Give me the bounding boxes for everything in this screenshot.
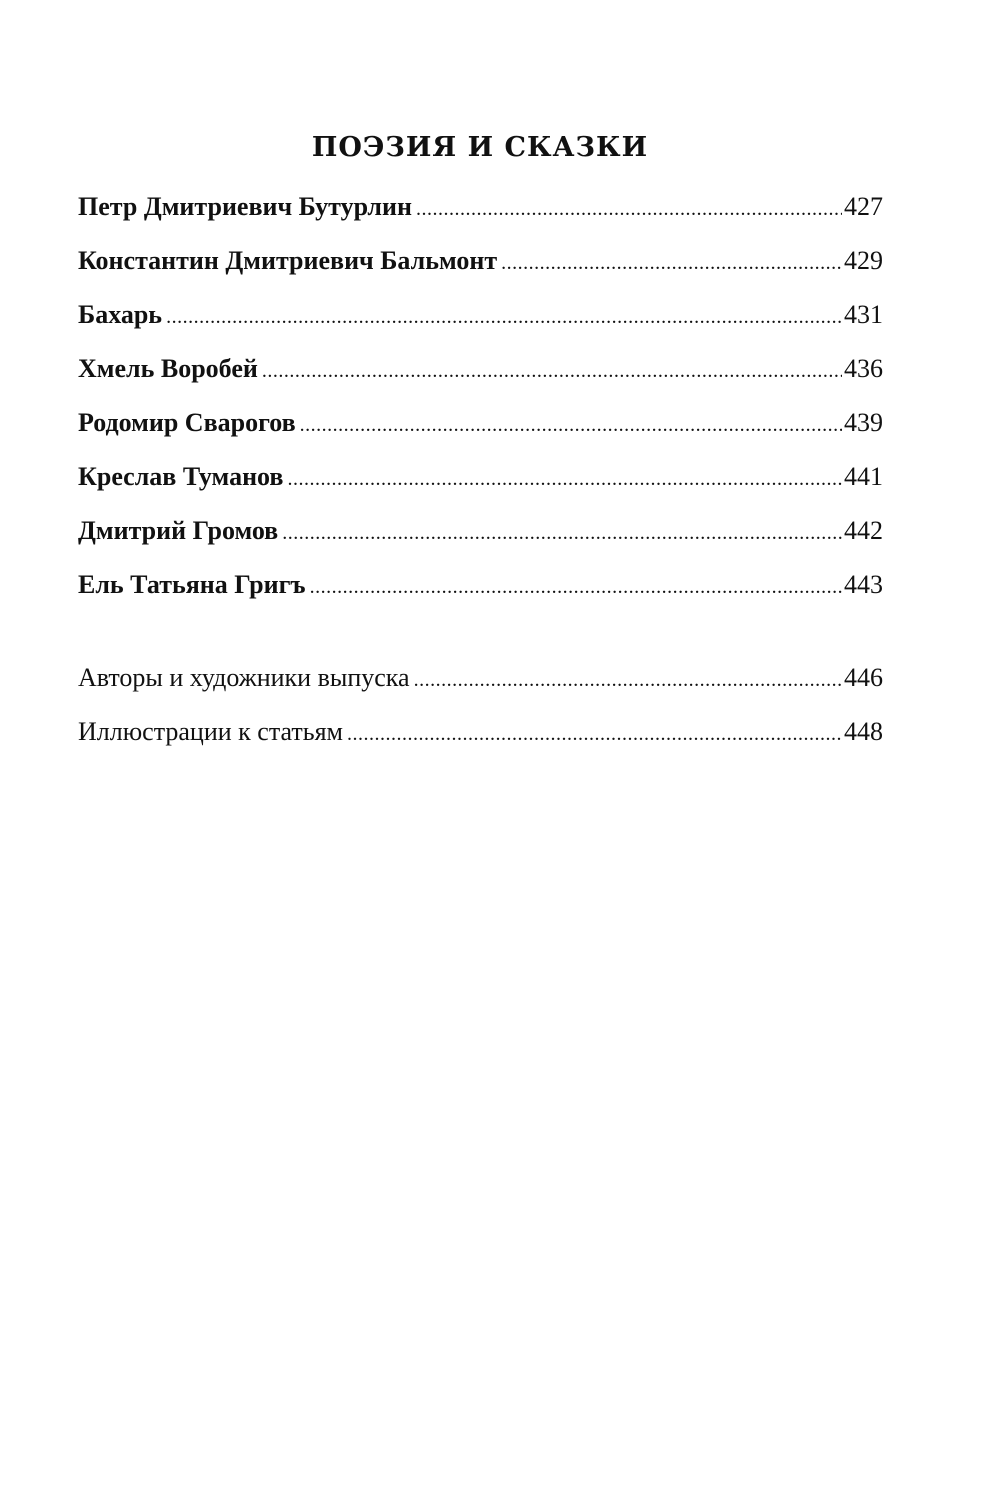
toc-entry-page: 439 xyxy=(844,408,883,437)
toc-leader-dots xyxy=(282,512,842,554)
toc-entry-name: Ель Татьяна Григъ xyxy=(78,570,306,599)
toc-entry-name: Иллюстрации к статьям xyxy=(78,717,344,746)
toc-entry-page: 429 xyxy=(844,246,883,275)
toc-leader-dots xyxy=(414,659,842,701)
toc-entry xyxy=(78,240,883,294)
toc-entry xyxy=(78,186,883,240)
toc-entry-name: Хмель Воробей xyxy=(78,354,258,383)
toc-entry-page: 427 xyxy=(844,192,883,221)
toc-entry xyxy=(78,510,883,564)
toc-leader-dots xyxy=(287,458,842,500)
toc-entry-page: 436 xyxy=(844,354,883,383)
toc-entry-name: Дмитрий Громов xyxy=(78,516,279,545)
toc-entry xyxy=(78,657,883,711)
toc-entry-name: Креслав Туманов xyxy=(78,462,284,491)
toc-entry-name: Бахарь xyxy=(78,300,163,329)
toc-entry xyxy=(78,348,883,402)
toc-leader-dots xyxy=(501,242,842,284)
toc-entry xyxy=(78,402,883,456)
toc-entry-name: Авторы и художники выпуска xyxy=(78,663,410,692)
toc-leader-dots xyxy=(262,350,842,392)
toc-entry-page: 446 xyxy=(844,663,883,692)
toc-entry-page: 441 xyxy=(844,462,883,491)
toc-leader-dots xyxy=(166,296,842,338)
toc-leader-dots xyxy=(347,713,842,755)
toc-entry-name: Петр Дмитриевич Бутурлин xyxy=(78,192,412,221)
toc-leader-dots xyxy=(310,566,842,608)
toc-extra-list xyxy=(78,657,883,765)
toc-entry xyxy=(78,564,883,618)
toc-entry-page: 442 xyxy=(844,516,883,545)
toc-leader-dots xyxy=(416,188,842,230)
toc-entry-name: Константин Дмитриевич Бальмонт xyxy=(78,246,498,275)
section-title: ПОЭЗИЯ И СКАЗКИ xyxy=(311,132,649,163)
toc-entry-page: 443 xyxy=(844,570,883,599)
toc-entry-page: 448 xyxy=(844,717,883,746)
toc-entry-name: Родомир Сварогов xyxy=(78,408,296,437)
toc-main-list xyxy=(78,186,883,618)
toc-entry xyxy=(78,711,883,765)
toc-leader-dots xyxy=(300,404,842,446)
toc-entry-page: 431 xyxy=(844,300,883,329)
toc-entry xyxy=(78,294,883,348)
toc-entry xyxy=(78,456,883,510)
